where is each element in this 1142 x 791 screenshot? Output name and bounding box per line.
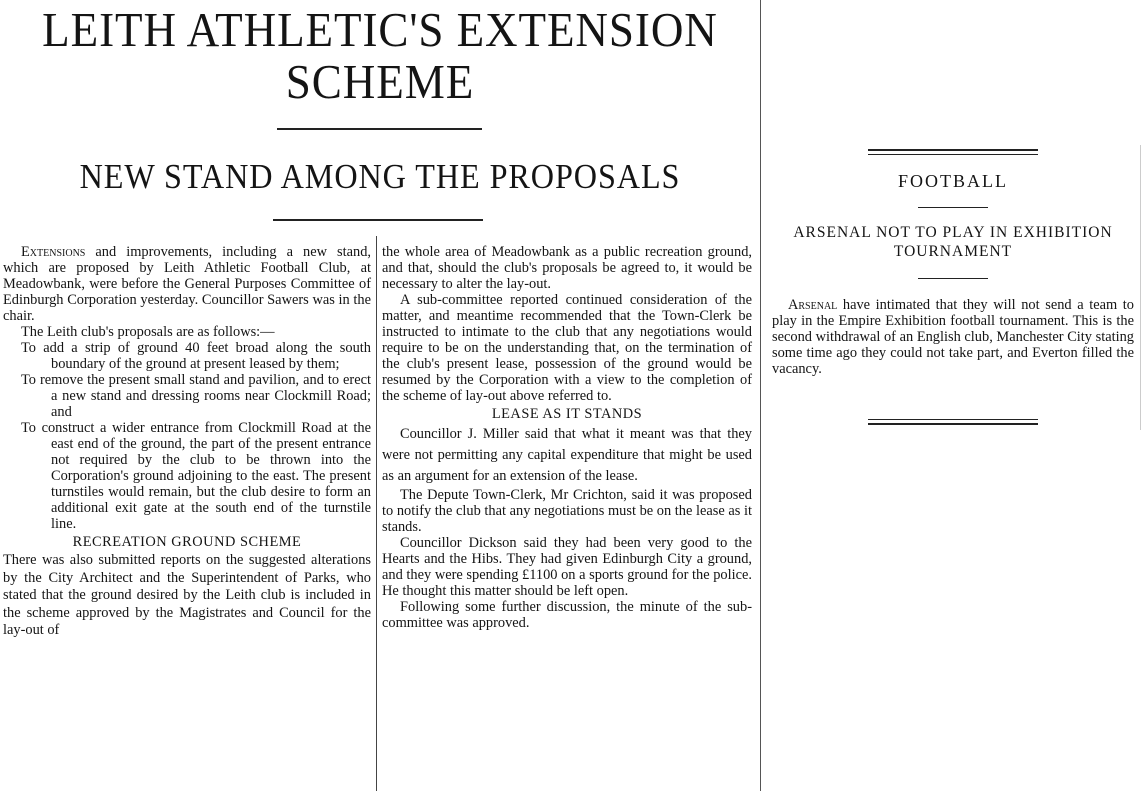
side-article <box>766 145 1141 430</box>
column-divider <box>376 236 377 791</box>
page-edge-divider <box>760 0 761 791</box>
subcommittee-paragraph: A sub-committee reported continued consideration of the matter, and meantime recommended that the Town-Clerk be instructed to intimate to the club that any negotiations would require to be on the understanding that, on the termination of the club's present lease, possession of the ground would be resumed by the Corporation with a view to the completion of the scheme of lay-out above referred to. <box>382 292 752 404</box>
proposal-item-1: To add a strip of ground 40 feet broad along the south boundary of the ground at present leased by them; <box>21 340 371 372</box>
side-top-double-rule <box>868 149 1038 151</box>
side-subhead-rule <box>918 278 988 279</box>
headline-rule <box>277 128 482 130</box>
proposal-item-2: To remove the present small stand and pavilion, and to erect a new stand and dressing rooms near Clockmill Road; and <box>21 372 371 420</box>
side-title-rule <box>918 207 988 208</box>
headline <box>30 4 729 108</box>
following-paragraph: Following some further discussion, the minute of the sub-committee was approved. <box>382 599 752 631</box>
subheadline-rule <box>273 219 483 221</box>
intro-paragraph <box>3 244 371 324</box>
proposal-item-3: To construct a wider entrance from Clockmill Road at the east end of the ground, the part of the present entrance not required by the club to be thrown into the Corporation's ground adjoining to the east. The present turnstiles would remain, but the club desire to form an additional exit gate at the south end of the turnstile line. <box>21 420 371 532</box>
intro-lead: Extensions <box>21 244 86 260</box>
crichton-paragraph: The Depute Town-Clerk, Mr Crichton, said it was proposed to notify the club that any negotiations must be on the lease as it stands. <box>382 487 752 535</box>
headline-line-1: LEITH ATHLETIC'S EXTENSION <box>42 2 718 57</box>
subheadline: NEW STAND AMONG THE PROPOSALS <box>79 157 681 196</box>
dickson-paragraph: Councillor Dickson said they had been very good to the Hearts and the Hibs. They had given Edinburgh City a ground, and they were spending £1100 on a sports ground for the police. He thought this matter should be left open. <box>382 535 752 599</box>
section-head-recreation: RECREATION GROUND SCHEME <box>72 534 302 550</box>
side-body-paragraph <box>772 297 1134 377</box>
side-body-lead: Arsenal <box>788 297 838 313</box>
side-top-double-rule-2 <box>868 154 1038 155</box>
side-section-title: FOOTBALL <box>898 171 1008 191</box>
miller-paragraph: Councillor J. Miller said that what it meant was that they were not permitting any capital expenditure that might be used as an argument for an extension of the lease. <box>382 426 752 484</box>
continuation-paragraph: the whole area of Meadowbank as a public recreation ground, and that, should the club's proposals be agreed to, it would be necessary to alter the lay-out. <box>382 244 752 292</box>
side-bottom-double-rule-2 <box>868 423 1038 425</box>
recreation-paragraph: There was also submitted reports on the suggested alterations by the City Architect and the Superintendent of Parks, who stated that the ground desired by the Leith club is included in the scheme approved by the Magistrates and Council for the lay-out of <box>3 552 371 638</box>
headline-line-2: SCHEME <box>285 54 475 109</box>
proposals-intro: The Leith club's proposals are as follows:— <box>21 324 275 340</box>
intro-rest: and improvements, including a new stand, which are proposed by Leith Athletic Football Club, at Meadowbank, were before the General Purposes Committee of Edinburgh Corporation yesterday. Councillor Sawers was in the chair. <box>3 244 371 324</box>
side-subheadline: ARSENAL NOT TO PLAY IN EXHIBITION TOURNAMENT <box>793 224 1113 260</box>
side-body-rest: have intimated that they will not send a team to play in the Empire Exhibition football tournament. This is the second withdrawal of an English club, Manchester City stating some time ago they could not take part, and Everton filled the vacancy. <box>772 297 1134 377</box>
side-bottom-double-rule <box>868 419 1038 420</box>
left-column <box>3 244 371 640</box>
section-head-lease: LEASE AS IT STANDS <box>491 406 643 422</box>
middle-column <box>382 244 752 631</box>
